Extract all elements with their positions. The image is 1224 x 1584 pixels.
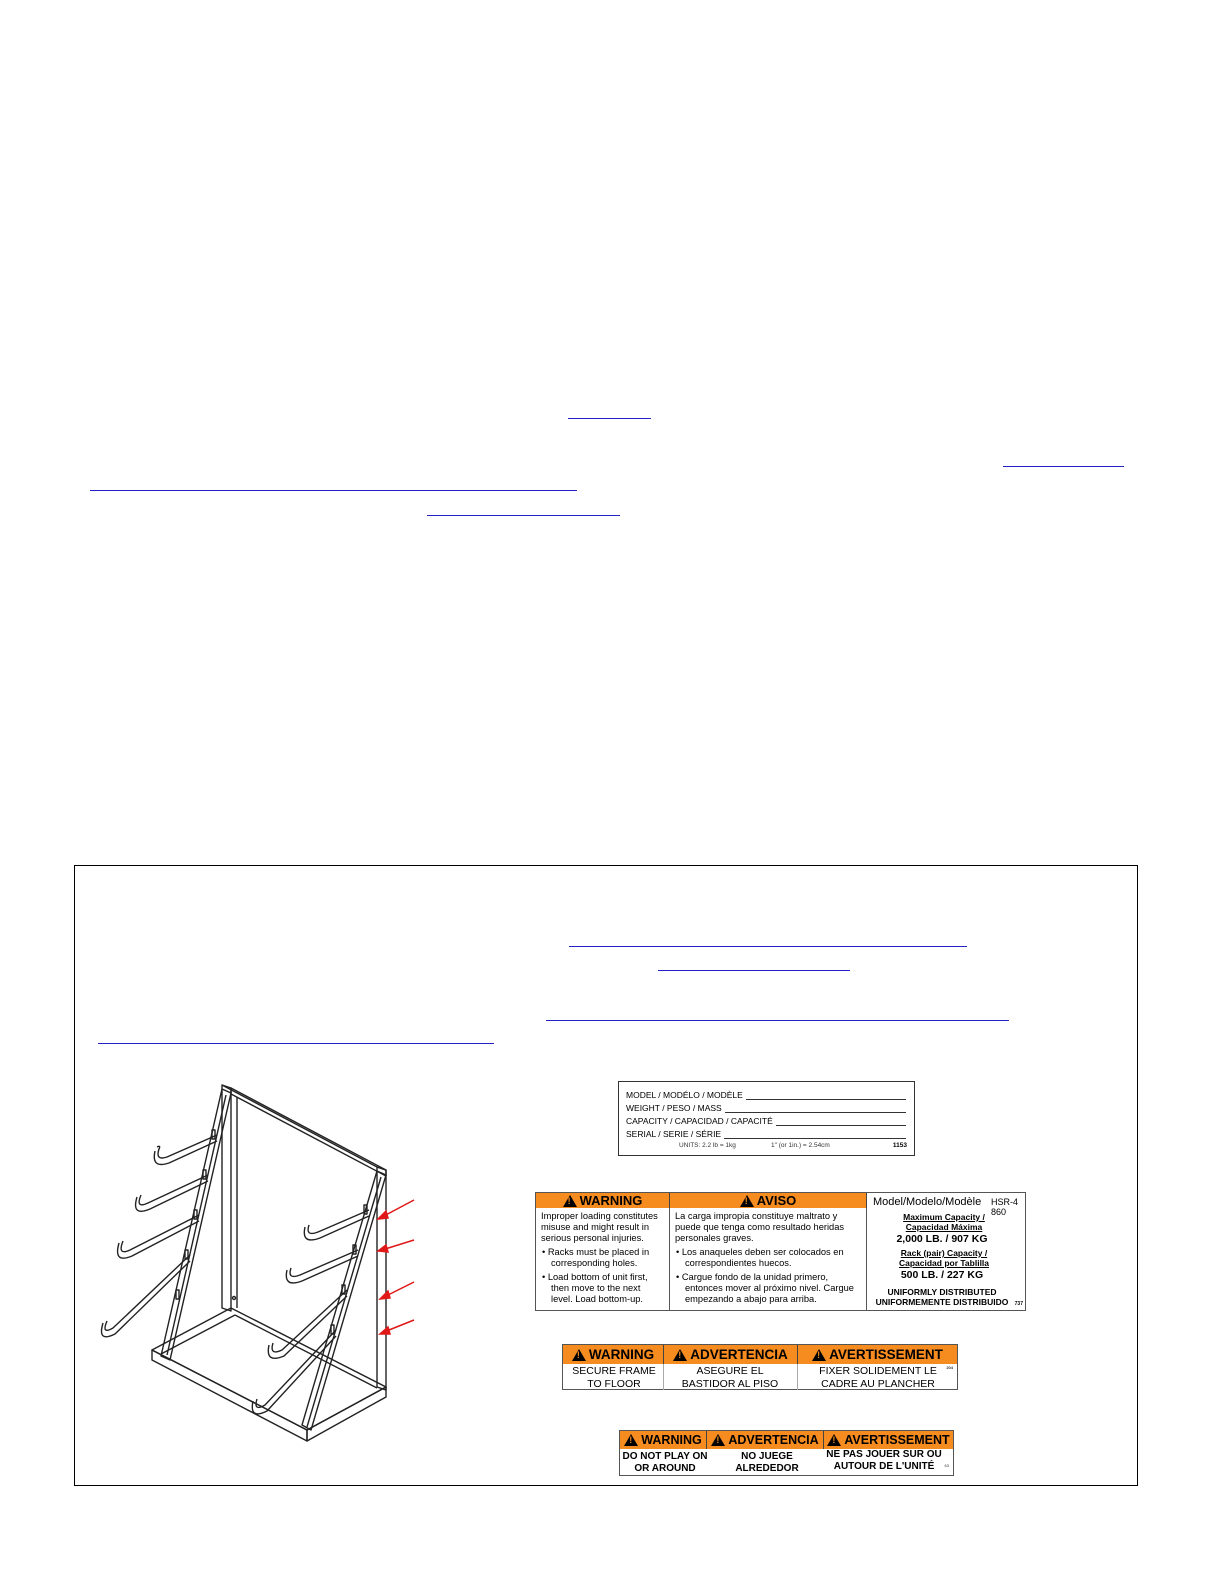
link-underline-7[interactable] bbox=[546, 1020, 1009, 1021]
rack-capacity-value: 500 LB. / 227 KG bbox=[900, 1269, 984, 1281]
secure-french-text: FIXER SOLIDEMENT LE CADRE AU PLANCHER bbox=[819, 1365, 937, 1390]
model-field-label: MODEL / MODÉLO / MODÈLE bbox=[626, 1090, 743, 1100]
play-french-text: NE PAS JOUER SUR OU AUTOUR DE L'UNITÉ bbox=[826, 1449, 942, 1472]
link-underline-3[interactable] bbox=[90, 490, 577, 491]
warning-triangle-icon bbox=[624, 1434, 638, 1446]
secure-advertencia-header: ! ADVERTENCIA bbox=[664, 1345, 798, 1364]
label-location-arrows bbox=[370, 1190, 430, 1350]
link-underline-4[interactable] bbox=[427, 515, 620, 516]
link-underline-1[interactable] bbox=[568, 418, 651, 419]
capacity-ratings bbox=[867, 1193, 1025, 1310]
play-english-text: DO NOT PLAY ON OR AROUND bbox=[622, 1451, 708, 1474]
warning-triangle-icon bbox=[827, 1434, 841, 1446]
play-avertissement-header: ! AVERTISSEMENT bbox=[824, 1431, 953, 1449]
secure-english-text: SECURE FRAME TO FLOOR bbox=[572, 1365, 656, 1390]
warning-header: ! WARNING bbox=[536, 1193, 670, 1208]
units-note: UNITS: 2.2 lb = 1kg bbox=[679, 1142, 736, 1149]
link-underline-5[interactable] bbox=[569, 946, 967, 947]
aviso-spanish-text: La carga impropia constituye maltrato y puede que tenga como resultado heridas personales graves. • Los anaqueles deben ser colocados en correspondientes huecos. • Cargue fondo de la unidad primero, entonces mover al próximo nivel. Cargue empezando a abajo para arriba. bbox=[670, 1208, 867, 1311]
uniform-spanish: UNIFORMEMENTE DISTRIBUIDO bbox=[875, 1297, 1009, 1307]
uniform-english: UNIFORMLY DISTRIBUTED bbox=[887, 1287, 997, 1297]
warning-triangle-icon bbox=[711, 1434, 725, 1446]
secure-frame-label bbox=[562, 1344, 958, 1390]
weight-field-label: WEIGHT / PESO / MASS bbox=[626, 1103, 722, 1113]
label-code: 737 bbox=[1014, 1301, 1023, 1307]
warning-english-text: Improper loading constitutes misuse and might result in serious personal injuries. • Racks must be placed in corresponding holes. • Load bottom of unit first, then move to the next level. Load bottom-up. bbox=[536, 1208, 670, 1311]
capacity-field-label: CAPACITY / CAPACIDAD / CAPACITÉ bbox=[626, 1116, 773, 1126]
warning-triangle-icon bbox=[572, 1349, 586, 1361]
warning-triangle-icon bbox=[673, 1349, 687, 1361]
identification-plate bbox=[618, 1081, 915, 1156]
warning-triangle-icon bbox=[812, 1349, 826, 1361]
link-underline-2[interactable] bbox=[1003, 466, 1124, 467]
model-number: HSR-4860 bbox=[991, 1197, 1019, 1217]
play-advertencia-header: ! ADVERTENCIA bbox=[707, 1431, 824, 1449]
play-label-code: 63 bbox=[944, 1463, 949, 1468]
serial-field-label: SERIAL / SERIE / SÉRIE bbox=[626, 1129, 722, 1139]
warning-triangle-icon bbox=[563, 1195, 577, 1207]
units-length-note: 1" (or 1in.) = 2.54cm bbox=[771, 1142, 830, 1149]
link-underline-6[interactable] bbox=[658, 970, 850, 971]
link-underline-8[interactable] bbox=[98, 1043, 494, 1044]
play-warning-header: ! WARNING bbox=[620, 1431, 707, 1449]
max-capacity-value: 2,000 LB. / 907 KG bbox=[896, 1233, 988, 1245]
rack-capacity-label: Rack (pair) Capacity / Capacidad por Tablilla bbox=[898, 1248, 990, 1268]
max-capacity-label: Maximum Capacity / Capacidad Máxima bbox=[903, 1212, 985, 1232]
aviso-header: ! AVISO bbox=[670, 1193, 867, 1208]
secure-spanish-text: ASEGURE EL BASTIDOR AL PISO bbox=[681, 1365, 779, 1390]
secure-avertissement-header: ! AVERTISSEMENT bbox=[798, 1345, 957, 1364]
plate-code: 1153 bbox=[892, 1142, 907, 1149]
secure-label-code: 204 bbox=[946, 1365, 953, 1370]
secure-warning-header: ! WARNING bbox=[563, 1345, 664, 1364]
model-header: Model/Modelo/Modèle bbox=[873, 1196, 982, 1208]
play-spanish-text: NO JUEGE ALREDEDOR bbox=[735, 1451, 799, 1474]
capacity-warning-label bbox=[535, 1192, 1026, 1311]
warning-triangle-icon bbox=[740, 1195, 754, 1207]
do-not-play-label bbox=[619, 1430, 954, 1476]
